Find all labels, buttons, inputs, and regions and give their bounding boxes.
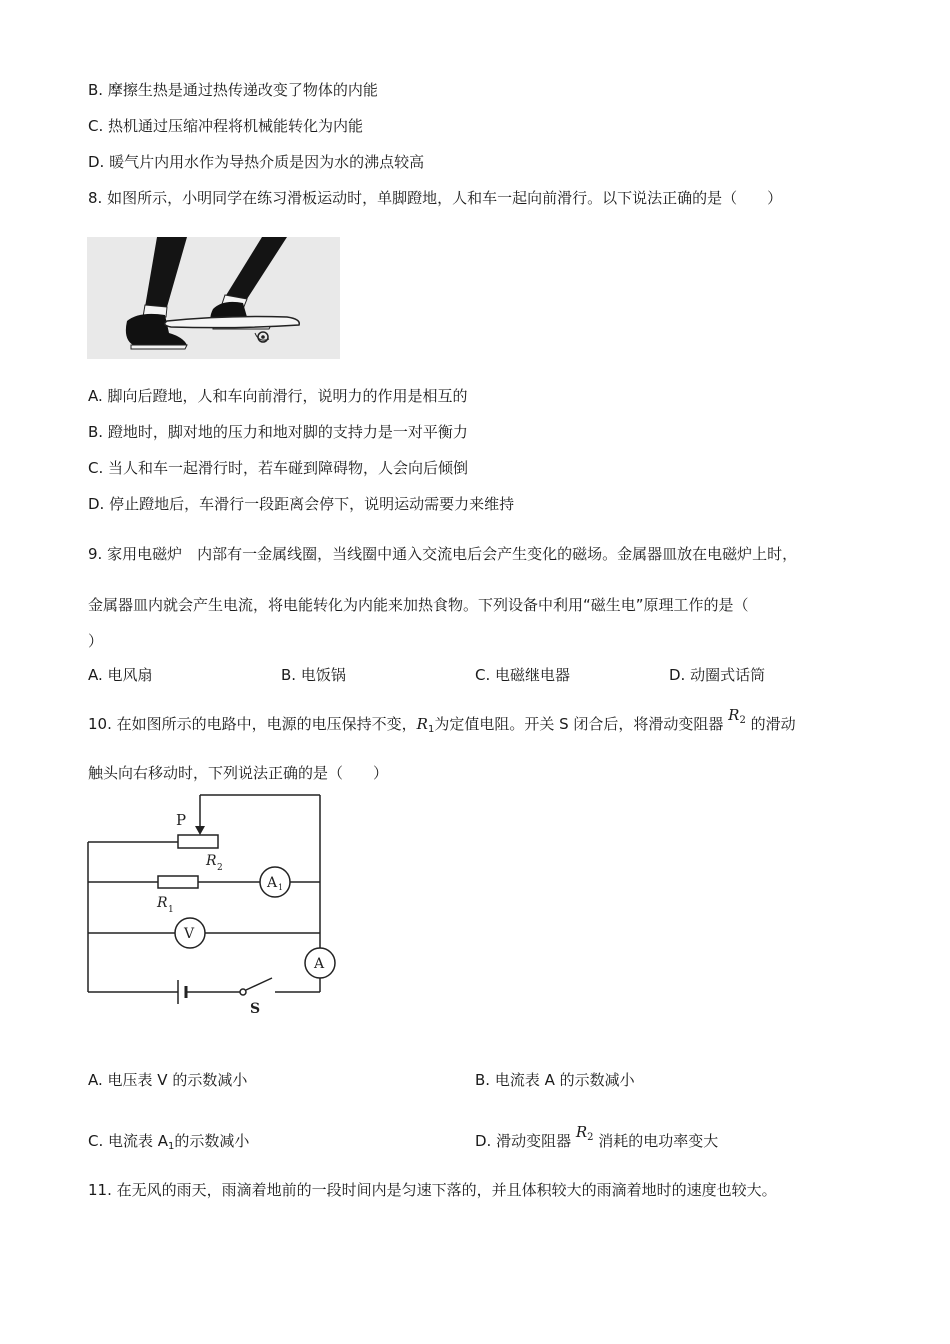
q9-option-d: D. 动圈式话筒 bbox=[669, 666, 766, 684]
q8-stem: 8. 如图所示，小明同学在练习滑板运动时，单脚蹬地，人和车一起向前滑行。以下说法正确的是（ ） bbox=[88, 189, 783, 207]
option-b-prev: B. 摩擦生热是通过热传递改变了物体的内能 bbox=[88, 81, 378, 99]
q10-r1-sub: 1 bbox=[427, 724, 435, 735]
q10-stem-line2: 触头向右移动时，下列说法正确的是（ ） bbox=[88, 764, 389, 782]
q10-option-d: D. 滑动变阻器 $R_2$ 消耗的电功率变大 bbox=[475, 1123, 719, 1150]
q9-stem-line2: 金属器皿内就会产生电流，将电能转化为内能来加热食物。下列设备中利用“磁生电”原理工作的是（ bbox=[88, 596, 749, 614]
q11-stem: 11. 在无风的雨天，雨滴着地前的一段时间内是匀速下落的，并且体积较大的雨滴着地时的速度也较大。 bbox=[88, 1181, 777, 1199]
q8-option-b: B. 蹬地时，脚对地的压力和地对脚的支持力是一对平衡力 bbox=[88, 423, 468, 441]
q8-option-d: D. 停止蹬地后，车滑行一段距离会停下，说明运动需要力来维持 bbox=[88, 495, 515, 513]
label-a1-sub: 1 bbox=[278, 883, 284, 892]
label-r2: R bbox=[206, 853, 217, 869]
label-p: P bbox=[176, 811, 187, 829]
q10-option-b: B. 电流表 A 的示数减小 bbox=[475, 1071, 635, 1089]
skateboard-figure bbox=[87, 237, 340, 359]
q9-option-b: B. 电饭锅 bbox=[281, 666, 346, 684]
q10-r2-symbol: $R_2$ bbox=[728, 706, 746, 726]
circuit-diagram bbox=[80, 790, 340, 1020]
q9-stem-line1: 9. 家用电磁炉 内部有一金属线圈，当线圈中通入交流电后会产生变化的磁场。金属器皿放在电磁炉上时， bbox=[88, 545, 798, 563]
label-s: S bbox=[250, 1001, 261, 1017]
q9-stem-line3: ） bbox=[88, 632, 104, 650]
q9-option-c: C. 电磁继电器 bbox=[475, 666, 571, 684]
label-r1: R bbox=[157, 895, 168, 911]
q10-stem-a: 10. 在如图所示的电路中，电源的电压保持不变， bbox=[88, 715, 417, 733]
option-d-prev: D. 暖气片内用水作为导热介质是因为水的沸点较高 bbox=[88, 153, 425, 171]
label-v: V bbox=[184, 926, 195, 942]
q10-stem-c: 的滑动 bbox=[745, 715, 796, 733]
label-a1: A bbox=[267, 875, 278, 891]
q8-option-c: C. 当人和车一起滑行时，若车碰到障碍物，人会向后倾倒 bbox=[88, 459, 469, 477]
q10-option-a: A. 电压表 V 的示数减小 bbox=[88, 1071, 248, 1089]
label-r2-sub: 2 bbox=[217, 863, 223, 873]
q8-option-a: A. 脚向后蹬地，人和车向前滑行，说明力的作用是相互的 bbox=[88, 387, 468, 405]
q9-option-a: A. 电风扇 bbox=[88, 666, 153, 684]
q10-option-c: C. 电流表 $A_1$的示数减小 bbox=[88, 1132, 250, 1152]
label-r1-sub: 1 bbox=[168, 905, 174, 915]
option-c-prev: C. 热机通过压缩冲程将机械能转化为内能 bbox=[88, 117, 364, 135]
q10-stem-b: 为定值电阻。开关 S 闭合后，将滑动变阻器 bbox=[434, 715, 729, 733]
q10-r1-symbol: R bbox=[416, 715, 428, 733]
label-a: A bbox=[314, 956, 325, 972]
q10-stem-line1 bbox=[88, 706, 796, 741]
